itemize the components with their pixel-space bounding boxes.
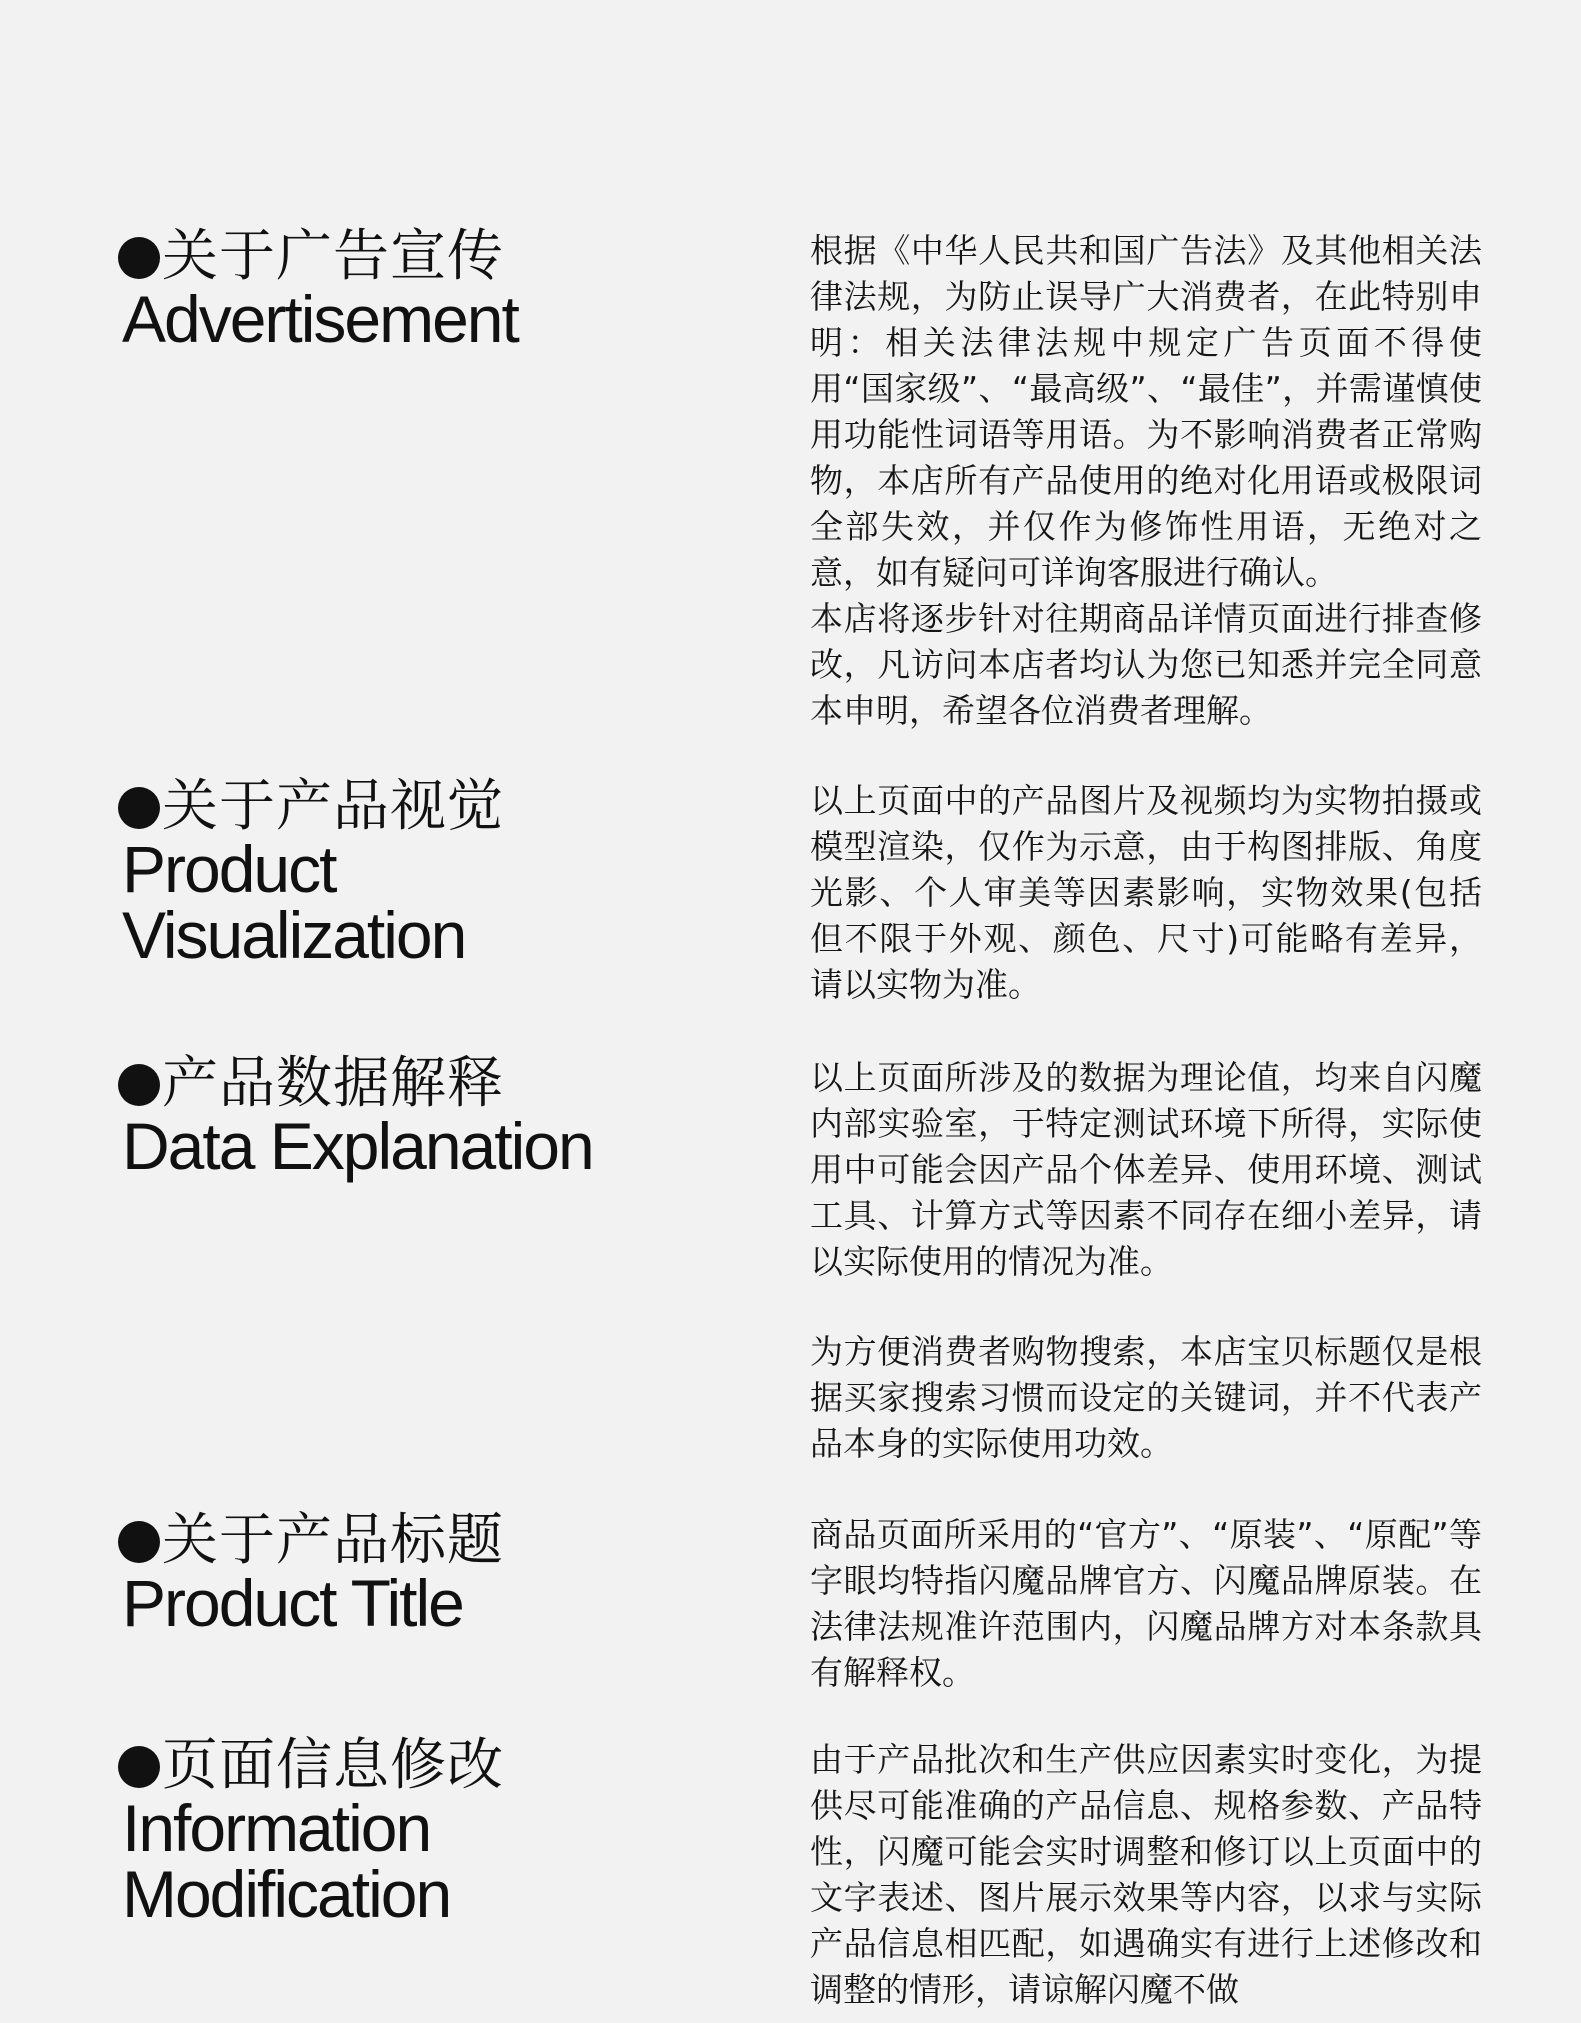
- body-paragraph: 为方便消费者购物搜索，本店宝贝标题仅是根据买家搜索习惯而设定的关键词，并不代表产品本身的实际使用功效。: [810, 1332, 1482, 1463]
- body-paragraph: 本店将逐步针对往期商品详情页面进行排查修改，凡访问本店者均认为您已知悉并完全同意本申明，希望各位消费者理解。: [810, 599, 1482, 730]
- heading-en-text: Visualization: [122, 898, 466, 972]
- bullet-icon: [118, 787, 160, 829]
- section-body: [810, 1512, 1482, 1696]
- section-body: [810, 1737, 1482, 2023]
- section-body: [810, 778, 1482, 1008]
- heading-en-text: Modification: [122, 1857, 451, 1931]
- section-heading: [118, 1508, 738, 1640]
- section-body: [810, 1329, 1482, 1467]
- heading-en-text: Information: [122, 1791, 431, 1865]
- section-heading: [118, 774, 738, 972]
- heading-en-text: Product: [122, 832, 336, 906]
- bullet-icon: [118, 1746, 160, 1788]
- body-paragraph: 由于产品批次和生产供应因素实时变化，为提供尽可能准确的产品信息、规格参数、产品特性，闪魔可能会实时调整和修订以上页面中的文字表述、图片展示效果等内容，以求与实际产品信息相匹配，如遇确实有进行上述修改和调整的情形，请谅解闪魔不做: [810, 1740, 1482, 2009]
- body-paragraph: 以上页面中的产品图片及视频均为实物拍摄或模型渲染，仅作为示意，由于构图排版、角度光影、个人审美等因素影响，实物效果(包括但不限于外观、颜色、尺寸)可能略有差异，请以实物为准。: [810, 781, 1482, 1004]
- section-heading: [118, 1051, 738, 1183]
- section-body: [810, 228, 1482, 734]
- heading-en-text: Product Title: [122, 1566, 463, 1640]
- heading-cn-text: 产品数据解释: [162, 1051, 504, 1116]
- heading-cn-text: 关于广告宣传: [162, 224, 504, 289]
- section-heading: [118, 1733, 738, 1931]
- section-heading: [118, 224, 738, 356]
- heading-cn-text: 页面信息修改: [162, 1733, 504, 1798]
- body-paragraph: 根据《中华人民共和国广告法》及其他相关法律法规，为防止误导广大消费者，在此特别申明：相关法律法规中规定广告页面不得使用“国家级”、“最高级”、“最佳”，并需谨慎使用功能性词语等用语。为不影响消费者正常购物，本店所有产品使用的绝对化用语或极限词全部失效，并仅作为修饰性用语，无绝对之意，如有疑问可详询客服进行确认。: [810, 231, 1482, 592]
- heading-cn-text: 关于产品视觉: [162, 774, 504, 839]
- bullet-icon: [118, 1521, 160, 1563]
- section-body: [810, 1055, 1482, 1285]
- body-paragraph: 以上页面所涉及的数据为理论值，均来自闪魔内部实验室，于特定测试环境下所得，实际使用中可能会因产品个体差异、使用环境、测试工具、计算方式等因素不同存在细小差异，请以实际使用的情况为准。: [810, 1058, 1482, 1281]
- bullet-icon: [118, 237, 160, 279]
- body-paragraph: 商品页面所采用的“官方”、“原装”、“原配”等字眼均特指闪魔品牌官方、闪魔品牌原装。在法律法规准许范围内，闪魔品牌方对本条款具有解释权。: [810, 1515, 1482, 1692]
- heading-cn-text: 关于产品标题: [162, 1508, 504, 1573]
- heading-en-text: Data Explanation: [122, 1109, 593, 1183]
- bullet-icon: [118, 1064, 160, 1106]
- heading-en-text: Advertisement: [122, 282, 518, 356]
